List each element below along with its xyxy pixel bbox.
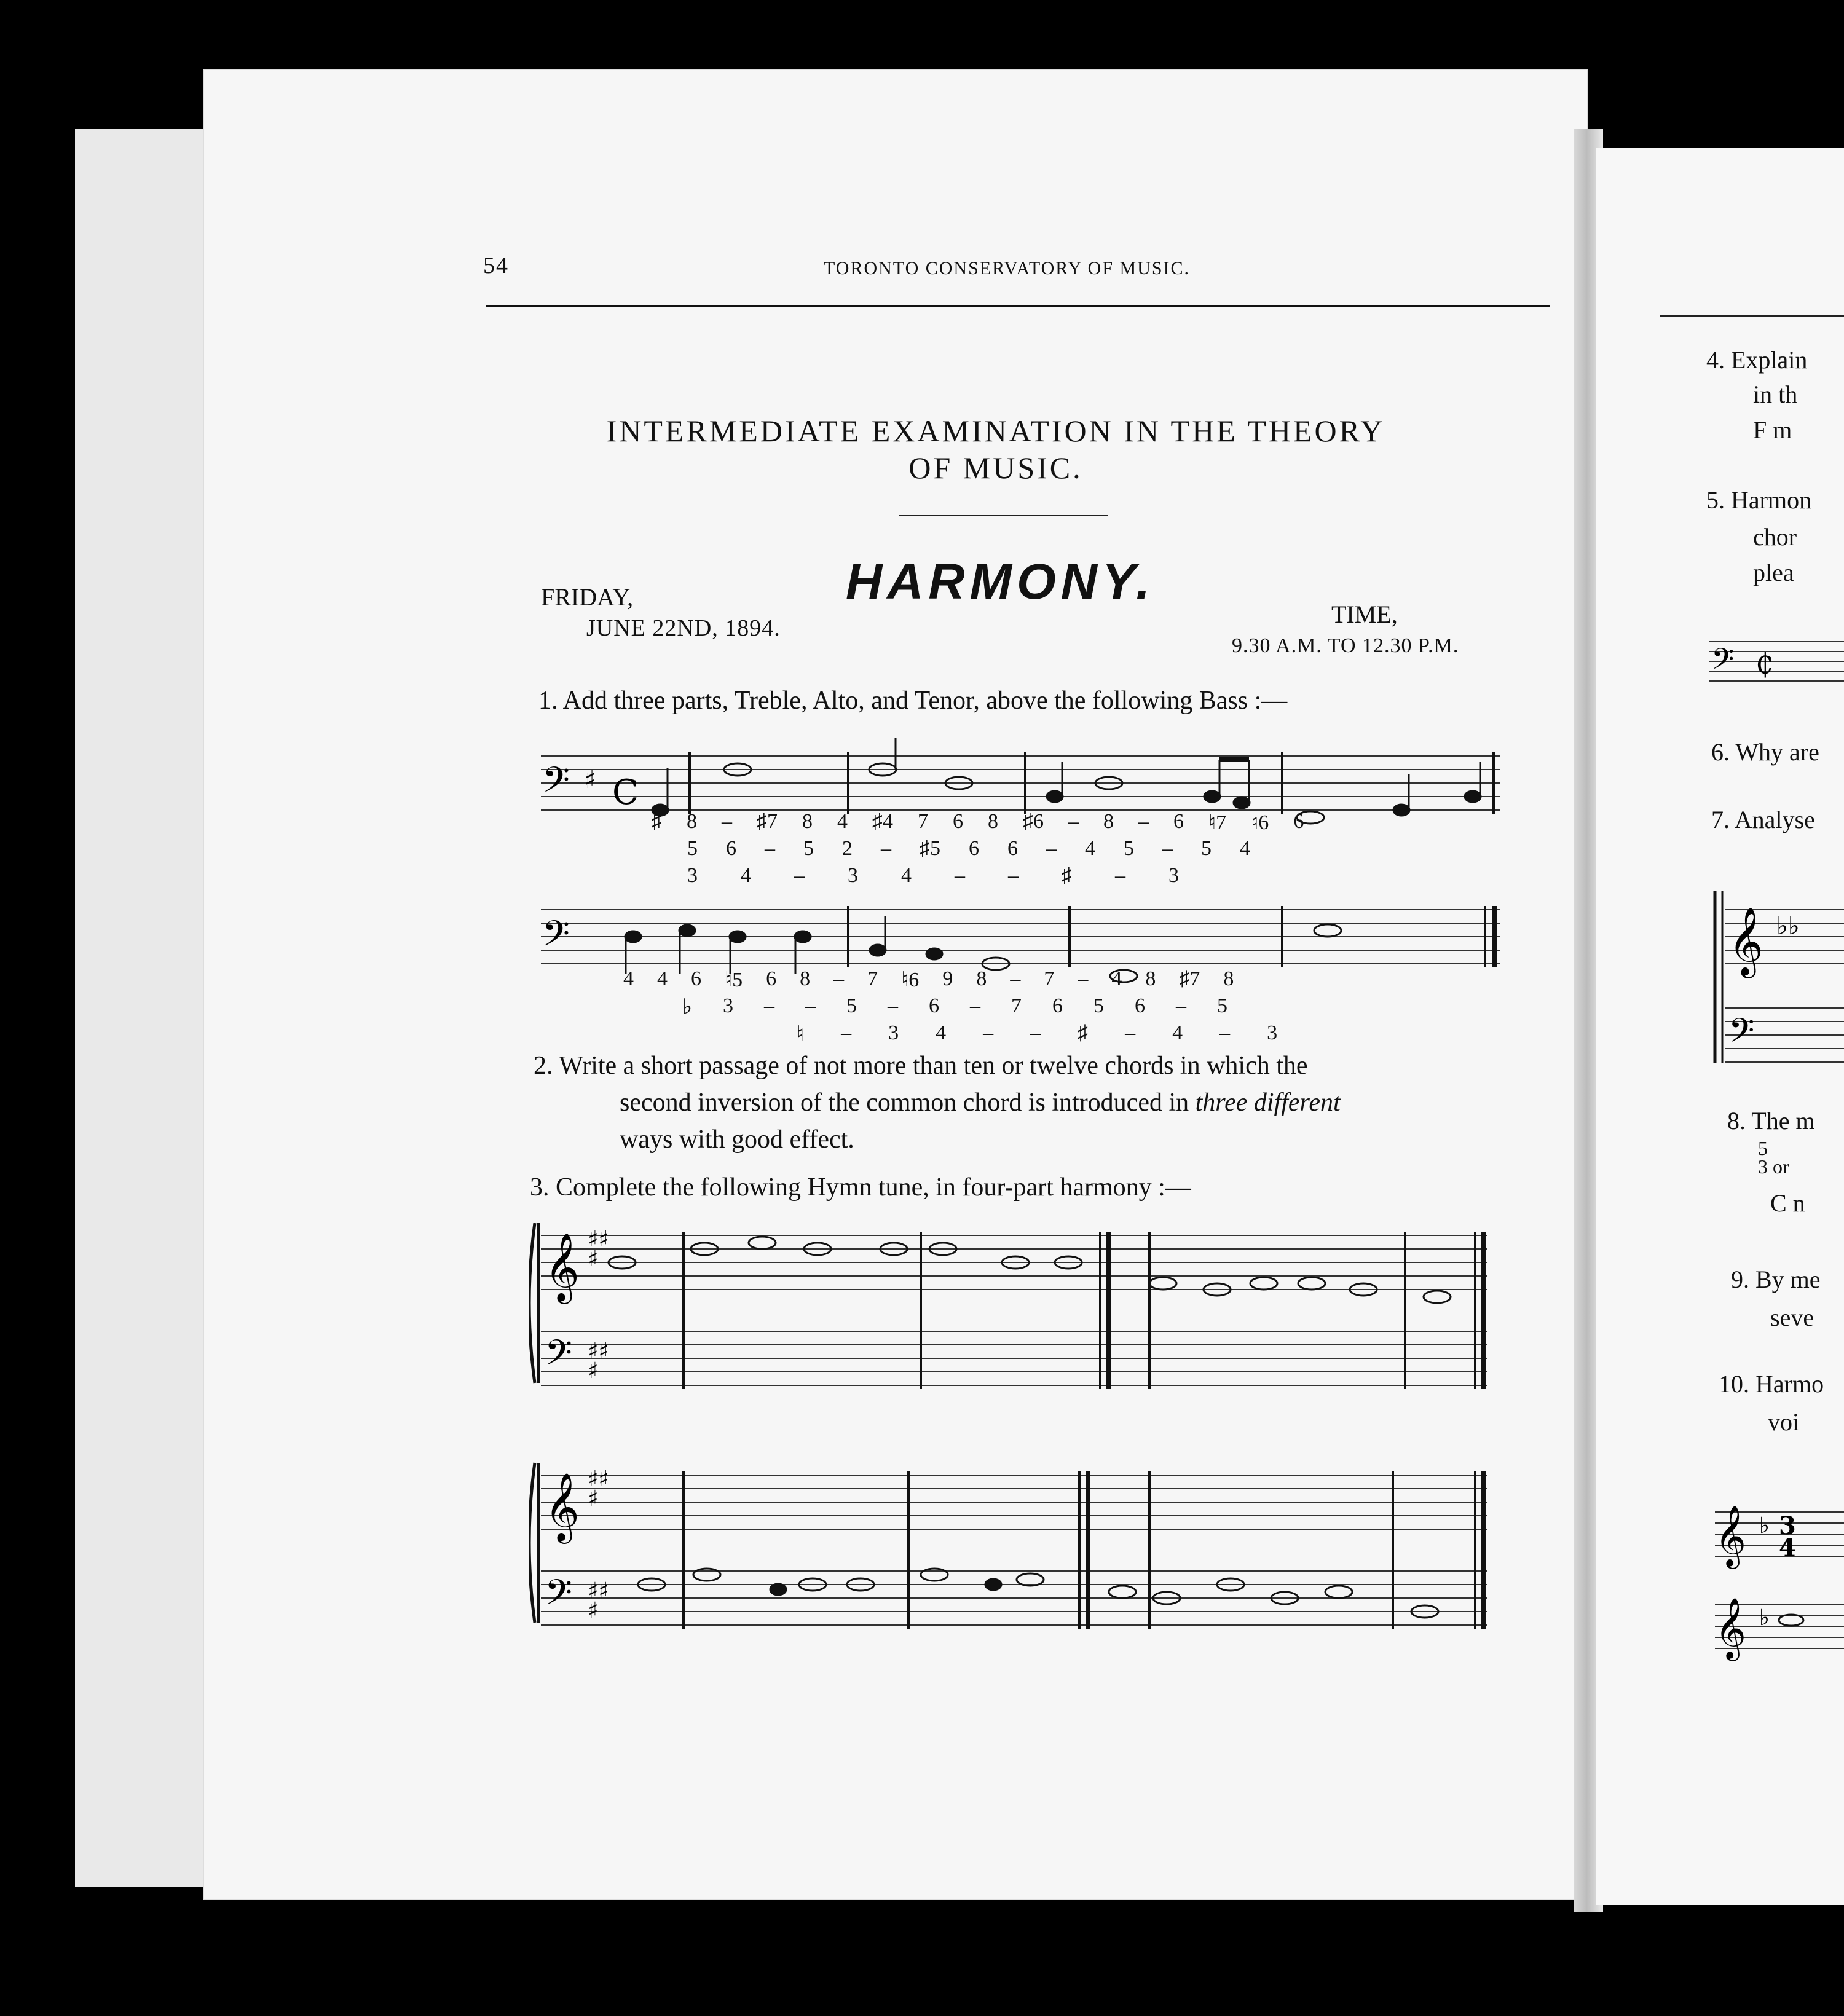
right-header-rule [1660,315,1844,317]
exam-title-line2: OF MUSIC. [908,451,1083,485]
figure: 3 [1168,864,1179,887]
title-divider [899,515,1108,516]
figure: – [1138,810,1149,833]
figure: ♮7 [1208,811,1227,834]
figure: – [1219,1022,1231,1044]
time-sig-top: 3 [1779,1511,1796,1540]
figure: 6 [929,994,940,1017]
figure: ♯ [652,810,662,833]
time-sig-bottom: 4 [1779,1534,1796,1562]
figure: 5 [846,994,857,1017]
figure: 8 [687,810,697,833]
figure: 6 [1052,994,1063,1017]
figure: 8 [988,810,998,833]
figure: 5 [1124,837,1134,860]
figure: – [765,837,775,860]
figure: – [805,994,816,1017]
rp-q5-line1: 5. Harmon [1706,486,1812,514]
figure: – [722,810,732,833]
exam-title-line1: INTERMEDIATE EXAMINATION IN THE THEORY [606,414,1385,448]
figure: 6 [726,837,736,860]
figure: 8 [976,967,987,990]
rp-q9-line2: seve [1770,1304,1814,1331]
question-3: 3. Complete the following Hymn tune, in four-part harmony :— [530,1173,1191,1202]
running-head: TORONTO CONSERVATORY OF MUSIC. [824,258,1191,278]
time-label: TIME, [1331,600,1398,628]
figure: – [1078,967,1089,990]
figure: – [888,994,899,1017]
figures-row1-top [652,810,1512,835]
figure: 4 [1172,1022,1183,1044]
svg-text:₵: ₵ [1755,647,1774,680]
svg-text:♯: ♯ [588,1598,599,1623]
figure: 7 [1044,967,1055,990]
figure: 6 [1173,810,1184,833]
bass-clef-icon: 𝄢 [1728,1011,1755,1058]
svg-text:♭: ♭ [1759,1513,1770,1538]
question-2-text: second inversion of the common chord is introduced in [620,1089,1189,1117]
figures-row2-top [623,967,1545,992]
bass-clef-icon: 𝄢 [545,1572,573,1622]
svg-text:♯: ♯ [588,1246,599,1272]
figure: 8 [802,810,813,833]
figure: 8 [1223,967,1234,990]
figures-row2-bot [797,1022,1534,1046]
treble-clef-icon: 𝄞 [1715,1505,1746,1567]
figure: 3 [848,864,858,887]
figure: 2 [842,837,853,860]
figure: 5 [1201,837,1212,860]
figure: 5 [1093,994,1105,1017]
figure: 7 [867,967,878,990]
figure: – [1030,1022,1041,1044]
question-2-line3: ways with good effect. [620,1125,854,1154]
rp-staff-q10 [1715,1475,1844,1696]
figures-row2-mid [682,994,1543,1019]
svg-text:♯: ♯ [588,1486,599,1511]
figure: – [1115,864,1125,887]
rp-q10-line1: 10. Harmo [1719,1370,1824,1398]
hymn-system-1 [529,1211,1500,1395]
question-2-line1: 2. Write a short passage of not more than ten or twelve chords in which the [534,1052,1308,1080]
page-number: 54 [483,253,509,278]
figure: 5 [803,837,814,860]
subject-heading: HARMONY. [846,554,1155,610]
figure: 3 [687,864,698,887]
figure: – [794,864,805,887]
figure: 6 [1135,994,1146,1017]
figure: – [1068,810,1079,833]
bass-clef-icon: 𝄢 [542,913,570,963]
figure: 6 [766,967,777,990]
rp-q5-line2: chor [1753,523,1797,551]
figure: ♮ [797,1023,805,1045]
figure: 6 [969,837,979,860]
figure: 5 [687,837,698,860]
figure: 3 [888,1022,899,1044]
rp-q9-line1: 9. By me [1731,1266,1821,1293]
svg-text:♯♯: ♯♯ [588,1339,609,1364]
svg-text:C: C [612,773,639,813]
figure: 8 [1103,810,1114,833]
figure: 4 [936,1022,947,1044]
rp-q7: 7. Analyse [1711,806,1815,833]
figure: – [841,1022,852,1044]
figure: – [955,864,965,887]
figure: 4 [1240,837,1250,860]
question-2-line2 [620,1085,1341,1120]
figures-row1-bot [687,864,1425,888]
figure: – [1162,837,1173,860]
hymn-system-2 [529,1451,1500,1635]
figure: ♯7 [757,810,778,833]
figure: – [1046,837,1057,860]
treble-clef-icon: 𝄞 [1715,1597,1746,1659]
question-1: 1. Add three parts, Treble, Alto, and Tenor, above the following Bass :— [538,687,1288,715]
figure: 3 [723,994,734,1017]
svg-text:♯♯: ♯♯ [588,1227,609,1252]
figure: – [970,994,981,1017]
figure: – [833,967,845,990]
figures-row1-mid [687,837,1486,860]
bass-clef-icon: 𝄢 [1711,642,1735,683]
svg-text:♯: ♯ [588,1358,599,1384]
rp-q4-line2: in th [1753,380,1798,408]
treble-clef-icon: 𝄞 [545,1232,580,1301]
rp-q5-line3: plea [1753,559,1794,586]
bass-clef-icon: 𝄢 [542,759,570,809]
svg-text:♭: ♭ [1759,1605,1770,1631]
treble-clef-icon: 𝄞 [545,1472,580,1541]
time-value: 9.30 A.M. TO 12.30 P.M. [1232,634,1459,657]
rp-q8-fig1: 5 [1758,1137,1768,1159]
figure: ♮5 [725,969,743,991]
svg-text:♯♯: ♯♯ [588,1578,609,1604]
exam-date: JUNE 22ND, 1894. [586,615,781,641]
figure: 6 [953,810,963,833]
rp-staff-q5 [1709,633,1844,688]
figure: ♯ [1062,864,1072,887]
header-rule [486,305,1550,307]
svg-text:♭♭: ♭♭ [1776,912,1800,940]
rp-q4-line1: 4. Explain [1706,346,1808,374]
figure: 4 [741,864,751,887]
figure: 4 [837,810,848,833]
figure: 5 [1217,994,1228,1017]
figure: ♯6 [1023,810,1044,833]
figure: 8 [800,967,811,990]
figure: ♮6 [901,969,920,991]
figure: 9 [942,967,953,990]
bass-clef-icon: 𝄢 [545,1332,573,1382]
figure: 6 [1007,837,1018,860]
rp-q8-line3: C n [1770,1189,1805,1217]
rp-q4-line3: F m [1753,416,1792,444]
scan-border-bottom [0,1918,1844,2016]
figure: ♮6 [1251,811,1269,834]
rp-q6: 6. Why are [1711,738,1819,766]
figure: 7 [918,810,928,833]
figure: 4 [657,967,668,990]
figure: – [1176,994,1187,1017]
rp-q8-line1: 8. The m [1727,1107,1815,1135]
scan-border-top [0,0,1844,66]
figure: – [881,837,891,860]
figure: 6 [1293,810,1304,833]
exam-day: FRIDAY, [541,583,634,611]
figure: 4 [901,864,912,887]
figure: 3 [1267,1022,1278,1044]
figure: – [1125,1022,1136,1044]
treble-clef-icon: 𝄞 [1728,907,1763,975]
rp-q10-line2: voi [1768,1408,1800,1436]
figure: ♯ [1078,1022,1089,1044]
figure: – [764,994,775,1017]
figure: – [1010,967,1021,990]
rp-staff-q7 [1712,885,1844,1069]
figure: ♯7 [1179,967,1200,990]
figure: 4 [1085,837,1095,860]
svg-text:♯♯: ♯♯ [588,1467,609,1492]
figure: – [983,1022,994,1044]
question-2-emphasis: three different [1195,1089,1341,1117]
figure: ♭ [682,996,693,1018]
figure: 4 [623,967,634,990]
figure: 4 [1111,967,1122,990]
figure: – [1008,864,1019,887]
figure: 7 [1011,994,1022,1017]
figure: ♯5 [920,837,940,860]
rp-q8-fig2: 3 or [1758,1156,1789,1178]
figure: 6 [691,967,701,990]
figure: ♯4 [872,810,893,833]
svg-text:♯: ♯ [584,766,596,794]
figure: 8 [1145,967,1156,990]
